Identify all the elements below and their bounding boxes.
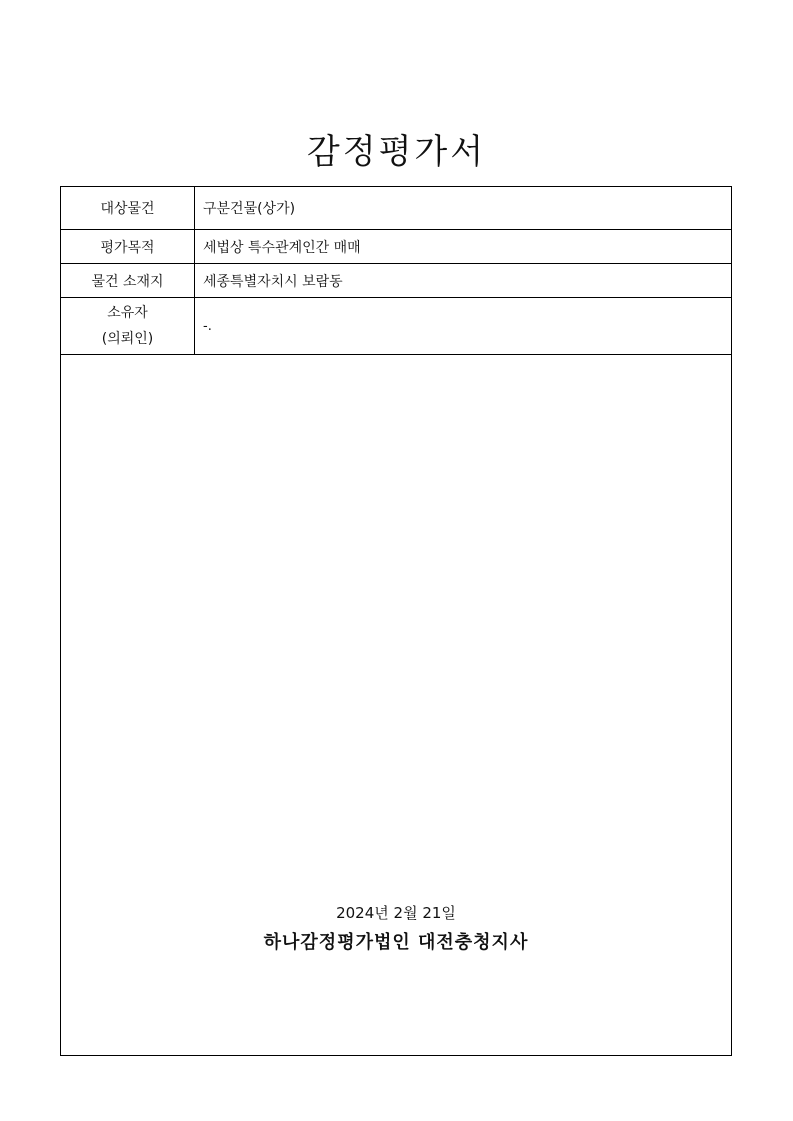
field-label-location: 물건 소재지: [61, 264, 195, 298]
owner-label-line1: 소유자: [107, 305, 148, 321]
document-title: 감정평가서: [306, 132, 487, 172]
document-frame: [60, 186, 732, 1056]
table-row: [61, 298, 731, 355]
issuer-name: 하나감정평가법인 대전충청지사: [263, 932, 529, 953]
owner-value: -.: [203, 319, 212, 334]
table-row: [61, 187, 731, 230]
field-value-target: 구분건물(상가): [195, 187, 732, 230]
owner-label-line2: (의뢰인): [101, 331, 154, 347]
table-row: [61, 264, 731, 298]
field-label-target: 대상물건: [61, 187, 195, 230]
field-value-owner: [195, 298, 732, 355]
field-value-purpose: 세법상 특수관계인간 매매: [195, 230, 732, 264]
field-label-purpose: 평가목적: [61, 230, 195, 264]
issue-date: 2024년 2월 21일: [336, 904, 456, 922]
table-row: [61, 230, 731, 264]
info-table: [61, 187, 731, 355]
field-label-owner: [61, 298, 195, 355]
field-value-location: 세종특별자치시 보람동: [195, 264, 732, 298]
